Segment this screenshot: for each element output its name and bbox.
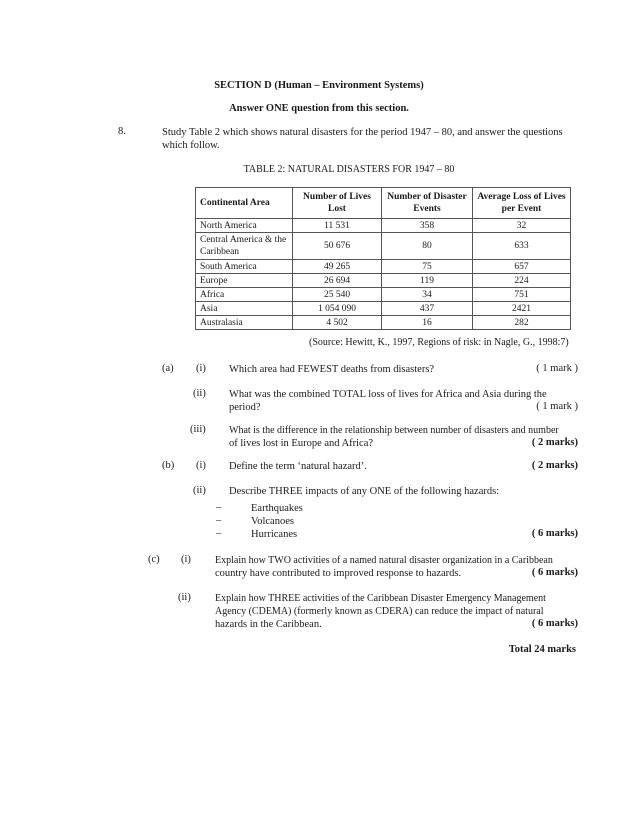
part-a-iii-number: (iii) <box>190 424 206 435</box>
part-b-i-number: (i) <box>196 460 206 471</box>
table-row <box>196 233 571 260</box>
total-marks: Total 24 marks <box>508 644 576 655</box>
disaster-table <box>195 187 571 330</box>
hazard-item: Earthquakes <box>251 503 303 514</box>
cell-average: 751 <box>473 288 571 302</box>
part-c-i-number: (i) <box>181 554 191 565</box>
cell-events: 437 <box>382 302 473 316</box>
cell-events: 119 <box>382 274 473 288</box>
table-row <box>196 288 571 302</box>
section-title: SECTION D (Human – Environment Systems) <box>214 80 424 91</box>
part-c-ii-mark: ( 6 marks) <box>531 618 578 629</box>
table-row <box>196 274 571 288</box>
question-text-line1: Study Table 2 which shows natural disasters for the period 1947 – 80, and answer the questions <box>162 127 563 138</box>
cell-average: 282 <box>473 316 571 330</box>
cell-lives: 11 531 <box>293 219 382 233</box>
table-row <box>196 316 571 330</box>
part-a-iii-text-line1: What is the difference in the relationship between number of disasters and number <box>229 425 559 436</box>
part-c-ii-text-line3: hazards in the Caribbean. <box>215 619 322 630</box>
cell-area: Asia <box>196 302 293 316</box>
part-a-iii-text-line2: of lives lost in Europe and Africa? <box>229 438 374 449</box>
hazard-dash: – <box>216 502 222 513</box>
hazard-item: Hurricanes <box>251 529 298 540</box>
cell-lives: 49 265 <box>293 260 382 274</box>
part-b-i-mark: ( 2 marks) <box>531 460 578 471</box>
cell-average: 32 <box>473 219 571 233</box>
cell-area: Central America & the Caribbean <box>196 233 293 260</box>
part-c-ii-text-line2: Agency (CDEMA) (formerly known as CDERA) can reduce the impact of natural <box>215 606 544 617</box>
table-source: (Source: Hewitt, K., 1997, Regions of risk: in Nagle, G., 1998:7) <box>309 337 569 348</box>
part-b-i-text: Define the term ‘natural hazard’. <box>229 461 367 472</box>
part-a-label: (a) <box>162 363 174 374</box>
table-header-row <box>196 188 571 219</box>
part-b-ii-mark: ( 6 marks) <box>531 528 578 539</box>
cell-area: Europe <box>196 274 293 288</box>
part-c-i-text-line1: Explain how TWO activities of a named natural disaster organization in a Caribbean <box>215 555 553 566</box>
section-instruction: Answer ONE question from this section. <box>229 103 409 114</box>
part-a-ii-text-line2: period? <box>229 402 261 413</box>
part-b-ii-text: Describe THREE impacts of any ONE of the following hazards: <box>229 486 500 497</box>
cell-events: 34 <box>382 288 473 302</box>
part-c-ii-number: (ii) <box>178 592 191 603</box>
part-a-i-mark: ( 1 mark ) <box>536 363 578 374</box>
question-number: 8. <box>118 126 126 137</box>
cell-area: Africa <box>196 288 293 302</box>
question-text-line2: which follow. <box>162 140 220 151</box>
cell-average: 657 <box>473 260 571 274</box>
col-header-events: Number of Disaster Events <box>382 188 473 219</box>
cell-events: 80 <box>382 233 473 260</box>
cell-events: 75 <box>382 260 473 274</box>
part-a-i-number: (i) <box>196 363 206 374</box>
cell-lives: 26 694 <box>293 274 382 288</box>
cell-area: South America <box>196 260 293 274</box>
part-c-label: (c) <box>148 554 160 565</box>
hazard-item: Volcanoes <box>251 516 294 527</box>
part-a-iii-mark: ( 2 marks) <box>531 437 578 448</box>
part-a-i-text: Which area had FEWEST deaths from disasters? <box>229 364 435 375</box>
cell-lives: 50 676 <box>293 233 382 260</box>
part-b-ii-number: (ii) <box>193 485 206 496</box>
cell-average: 2421 <box>473 302 571 316</box>
table-row <box>196 302 571 316</box>
table-row <box>196 260 571 274</box>
cell-average: 224 <box>473 274 571 288</box>
part-c-i-text-line2: country have contributed to improved response to hazards. <box>215 568 462 579</box>
hazard-dash: – <box>216 528 222 539</box>
cell-lives: 4 502 <box>293 316 382 330</box>
part-a-ii-text-line1: What was the combined TOTAL loss of lives for Africa and Asia during the <box>229 389 547 400</box>
cell-events: 16 <box>382 316 473 330</box>
cell-area: Australasia <box>196 316 293 330</box>
hazard-dash: – <box>216 515 222 526</box>
cell-events: 358 <box>382 219 473 233</box>
part-c-ii-text-line1: Explain how THREE activities of the Caribbean Disaster Emergency Management <box>215 593 546 604</box>
part-a-ii-number: (ii) <box>193 388 206 399</box>
part-b-label: (b) <box>162 460 175 471</box>
col-header-area: Continental Area <box>196 188 293 219</box>
part-a-ii-mark: ( 1 mark ) <box>536 401 578 412</box>
cell-lives: 25 540 <box>293 288 382 302</box>
col-header-lives: Number of Lives Lost <box>293 188 382 219</box>
part-c-i-mark: ( 6 marks) <box>531 567 578 578</box>
table-row <box>196 219 571 233</box>
cell-lives: 1 054 090 <box>293 302 382 316</box>
cell-area: North America <box>196 219 293 233</box>
cell-average: 633 <box>473 233 571 260</box>
table-title: TABLE 2: NATURAL DISASTERS FOR 1947 – 80 <box>243 164 455 175</box>
col-header-average: Average Loss of Lives per Event <box>473 188 571 219</box>
